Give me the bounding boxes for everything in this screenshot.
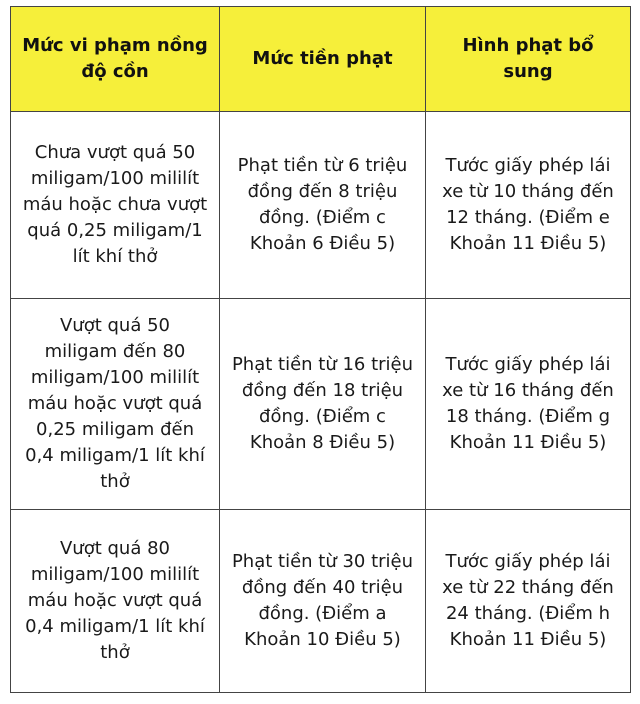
header-row — [11, 7, 631, 112]
fine-amount-cell: Phạt tiền từ 6 triệu đồng đến 8 triệu đồng. (Điểm c Khoản 6 Điều 5) — [220, 112, 426, 299]
table-row — [11, 299, 631, 510]
additional-penalty-cell: Tước giấy phép lái xe từ 16 tháng đến 18 tháng. (Điểm g Khoản 11 Điều 5) — [426, 299, 631, 510]
violation-level-cell: Chưa vượt quá 50 miligam/100 mililít máu hoặc chưa vượt quá 0,25 miligam/1 lít khí thở — [11, 112, 220, 299]
header-violation-level: Mức vi phạm nồng độ cồn — [11, 7, 220, 112]
header-additional-penalty: Hình phạt bổ sung — [426, 7, 631, 112]
table-row — [11, 510, 631, 693]
violation-level-cell: Vượt quá 50 miligam đến 80 miligam/100 mililít máu hoặc vượt quá 0,25 miligam đến 0,4 miligam/1 lít khí thở — [11, 299, 220, 510]
violation-level-cell: Vượt quá 80 miligam/100 mililít máu hoặc vượt quá 0,4 miligam/1 lít khí thở — [11, 510, 220, 693]
additional-penalty-cell: Tước giấy phép lái xe từ 10 tháng đến 12 tháng. (Điểm e Khoản 11 Điều 5) — [426, 112, 631, 299]
alcohol-fines-table — [10, 6, 631, 693]
fine-amount-cell: Phạt tiền từ 16 triệu đồng đến 18 triệu đồng. (Điểm c Khoản 8 Điều 5) — [220, 299, 426, 510]
additional-penalty-cell: Tước giấy phép lái xe từ 22 tháng đến 24 tháng. (Điểm h Khoản 11 Điều 5) — [426, 510, 631, 693]
header-fine-amount: Mức tiền phạt — [220, 7, 426, 112]
table-row — [11, 112, 631, 299]
fine-amount-cell: Phạt tiền từ 30 triệu đồng đến 40 triệu đồng. (Điểm a Khoản 10 Điều 5) — [220, 510, 426, 693]
